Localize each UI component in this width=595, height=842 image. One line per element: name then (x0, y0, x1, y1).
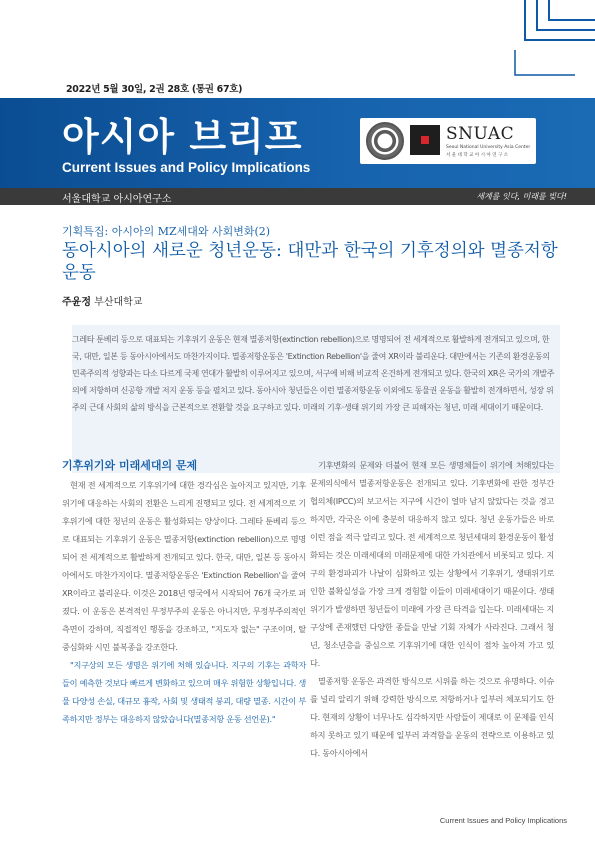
author-line (62, 293, 142, 308)
author-name: 주윤정 (62, 297, 91, 308)
logo-subtext-ko: 서 울 대 학 교 아 시 아 연 구 소 (446, 153, 509, 158)
institution-name: 서울대학교 아시아연구소 (62, 194, 172, 205)
institution-strip (0, 188, 595, 205)
masthead-banner (0, 98, 595, 188)
author-affiliation: 부산대학교 (94, 297, 143, 308)
right-column (310, 456, 554, 762)
page-footer: Current Issues and Policy Implications (439, 816, 567, 825)
body-paragraph: 멸종저항 운동은 과격한 방식으로 시위를 하는 것으로 유명하다. 이슈를 널리 알리기 위해 강력한 방식으로 저항하거나 일부러 체포되기도 한다. 현재의 상황이 너무나도 심각하지만 사람들이 제대로 이 문제를 인식하지 못하고 있기 때문에 일부러 과격함을 운동의 전략으로 이용하고 있다. 동아시아에서 (310, 676, 554, 758)
asia-center-mark-icon (410, 125, 440, 155)
snuac-logo (360, 118, 536, 164)
manifesto-quote: "지구상의 모든 생명은 위기에 처해 있습니다. 지구의 기후는 과학자들이 예측한 것보다 빠르게 변화하고 있으며 매우 위험한 상황입니다. 생물 다양성 손실, 대규모 흉작, 사회 및 생태적 붕괴, 대량 멸종. 시간이 부족하지만 정부는 대응하지 않았습니다(멸종저항 운동 선언문)." (62, 660, 306, 724)
slogan: 세계를 잇다, 미래를 빚다! (476, 192, 567, 201)
body-paragraph: 현재 전 세계적으로 기후위기에 대한 경각심은 높아지고 있지만, 기후위기에 대응하는 사회의 전환은 느리게 진행되고 있다. 전 세계적으로 기후위기에 대한 청년의 운동은 활성화되는 양상이다. 그레타 툰베리 등으로 대표되는 기후위기 운동은 멸종저항(extinction rebellion)으로 명명되어 전 세계적으로 활발하게 전개되고 있다. 한국, 대만, 일본 등 동아시아에서도 마찬가지이다. 멸종저항운동은 'Extinction Rebellion'을 줄여 XR이라고 불리운다. 이것은 2018년 영국에서 시작되어 76개 국가로 퍼졌다. 이 운동은 본격적인 무정부주의 운동은 아니지만, 무정부주의적인 측면이 강하며, 직접적인 행동을 강조하고, "지도자 없는" 구조이며, 탈중심화와 시민 불복종을 강조한다. (62, 480, 306, 652)
logo-text: SNUAC (446, 124, 515, 144)
section-heading: 기후위기와 미래세대의 문제 (62, 459, 198, 472)
university-seal-icon (366, 122, 404, 160)
left-column (62, 456, 306, 728)
publication-subtitle: Current Issues and Policy Implications (62, 160, 311, 175)
abstract-text: 그레타 툰베리 등으로 대표되는 기후위기 운동은 현재 멸종저항(extinction rebellion)으로 명명되어 전 세계적으로 활발하게 전개되고 있으며, 한국, 대만, 일본 등 동아시아에서도 마찬가지이다. 멸종저항운동은 'Extinction Rebellion'을 줄여 XR이라 불리운다. 대만에서는 기존의 환경운동의 민족주의적 성향과는 다소 다르게 국제 연대가 활발히 이루어지고 있으며, 서구에 비해 비교적 온건하게 전개되고 있다. 한국의 XR은 국가의 개발주의에 저항하며 신공항 개발 저지 운동 등을 펼치고 있다. 동아시아 청년들은 이런 멸종저항운동 이외에도 동물권 운동을 활발히 전개하면서, 성장 위주의 근대 사회의 삶의 방식을 근본적으로 전환할 것을 요구하고 있다. 미래의 기후·생태 위기의 가장 큰 피해자는 청년, 미래 세대이기 때문이다. (72, 335, 555, 412)
series-kicker: 기획특집: 아시아의 MZ세대와 사회변화(2) (62, 225, 271, 238)
issue-date: 2022년 5월 30일, 2권 28호 (통권 67호) (66, 84, 243, 95)
logo-subtext-en: Seoul National University Asia Center (446, 145, 531, 150)
body-paragraph: 기후변화의 문제와 더불어 현재 모든 생명체들이 위기에 처해있다는 문제의식에서 멸종저항운동은 전개되고 있다. 기후변화에 관한 정부간 협의체(IPCC)의 보고서는 지구에 시간이 얼마 남지 않았다는 것을 경고하지만, 각국은 이에 충분히 대응하지 않고 있다. 청년 운동가들은 바로 이런 점을 적극 알리고 있다. 전 세계적으로 청년세대의 환경운동이 활성화되는 것은 미래세대의 미래문제에 대한 가치관에서 비롯되고 있다. 지구의 환경파괴가 나날이 심화하고 있는 상황에서 기후위기, 생태위기로 인한 불확실성을 가장 크게 경험할 이들이 미래세대이기 때문이다. 생태위기가 발생하면 청년들이 미래에 가장 큰 타격을 입는다. 미래세대는 지구상에 존재했던 다양한 종들을 만날 기회 자체가 사라진다. 그래서 청년, 청소년층을 중심으로 기후위기에 대한 인식이 점차 높아져 가고 있다. (310, 460, 554, 668)
article-title: 동아시아의 새로운 청년운동: 대만과 한국의 기후정의와 멸종저항 운동 (62, 241, 558, 283)
publication-title: 아시아 브리프 (62, 115, 303, 159)
abstract-box (72, 325, 560, 473)
